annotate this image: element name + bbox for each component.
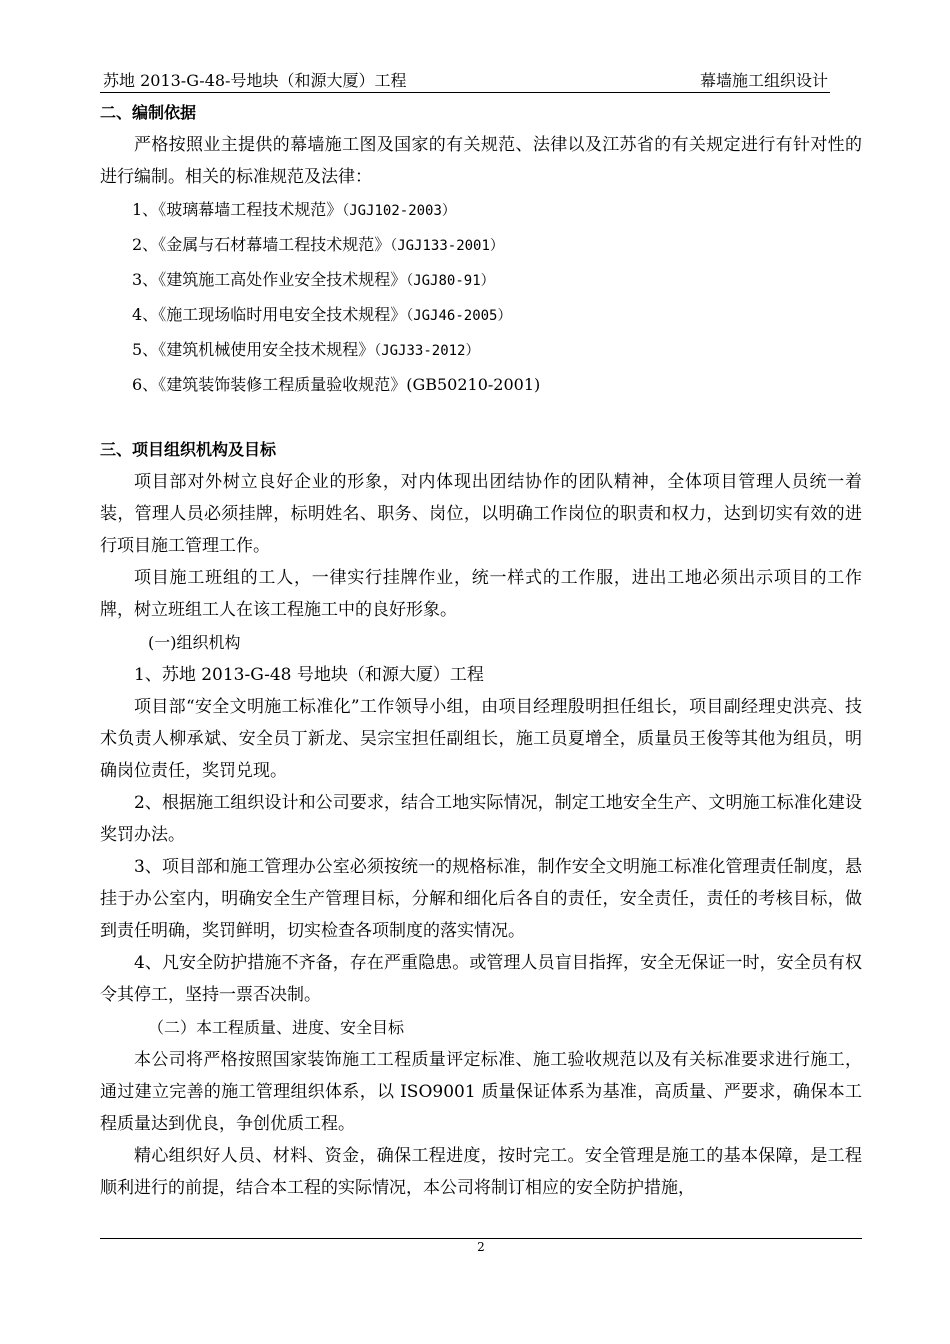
header-rule [100, 92, 830, 93]
paragraph: 精心组织好人员、材料、资金，确保工程进度，按时完工。安全管理是施工的基本保障，是工程顺利进行的前提，结合本工程的实际情况，本公司将制订相应的安全防护措施， [100, 1146, 862, 1198]
paragraph: 1、苏地 2013-G-48 号地块（和源大厦）工程 [134, 665, 484, 685]
section-heading-basis: 二、编制依据 [100, 103, 197, 122]
page-number: 2 [477, 1240, 485, 1254]
paragraph: 项目施工班组的工人，一律实行挂牌作业，统一样式的工作服，进出工地必须出示项目的工作牌，树立班组工人在该工程施工中的良好形象。 [100, 568, 862, 620]
list-item: 2、《金属与石材幕墙工程技术规范》（JGJ133-2001） [132, 235, 504, 254]
spacer [100, 401, 862, 433]
paragraph: 2、根据施工组织设计和公司要求，结合工地实际情况，制定工地安全生产、文明施工标准化建设奖罚办法。 [100, 793, 862, 845]
subsection-heading: （二）本工程质量、进度、安全目标 [148, 1018, 405, 1037]
paragraph: 严格按照业主提供的幕墙施工图及国家的有关规范、法律以及江苏省的有关规定进行有针对性的进行编制。相关的标准规范及法律： [100, 135, 862, 187]
paragraph: 本公司将严格按照国家装饰施工工程质量评定标准、施工验收规范以及有关标准要求进行施工，通过建立完善的施工管理组织体系，以 ISO9001 质量保证体系为基准，高质量、严要求，确保本工程质量达到优良，争创优质工程。 [100, 1050, 862, 1134]
document-body [100, 96, 862, 1204]
section-heading-organization: 三、项目组织机构及目标 [100, 440, 277, 459]
paragraph: 4、凡安全防护措施不齐备，存在严重隐患。或管理人员盲目指挥，安全无保证一时，安全员有权令其停工，坚持一票否决制。 [100, 953, 862, 1005]
header-project-name: 苏地 2013-G-48-号地块（和源大厦）工程 [103, 71, 407, 90]
footer-rule [100, 1238, 862, 1239]
paragraph: 项目部对外树立良好企业的形象，对内体现出团结协作的团队精神，全体项目管理人员统一着装，管理人员必须挂牌，标明姓名、职务、岗位，以明确工作岗位的职责和权力，达到切实有效的进行项目施工管理工作。 [100, 472, 862, 556]
subsection-heading: (一)组织机构 [148, 633, 241, 652]
header-doc-title: 幕墙施工组织设计 [699, 71, 828, 90]
paragraph: 3、项目部和施工管理办公室必须按统一的规格标准，制作安全文明施工标准化管理责任制度，悬挂于办公室内，明确安全生产管理目标，分解和细化后各自的责任，安全责任，责任的考核目标，做到责任明确，奖罚鲜明，切实检查各项制度的落实情况。 [100, 857, 862, 941]
list-item: 6、《建筑装饰装修工程质量验收规范》(GB50210-2001) [132, 375, 541, 394]
list-item: 1、《玻璃幕墙工程技术规范》（JGJ102-2003） [132, 200, 456, 219]
list-item: 3、《建筑施工高处作业安全技术规程》（JGJ80-91） [132, 270, 495, 289]
paragraph: 项目部“安全文明施工标准化”工作领导小组，由项目经理殷明担任组长，项目副经理史洪亮、技术负责人柳承斌、安全员丁新龙、吴宗宝担任副组长，施工员夏增全，质量员王俊等其他为组员，明确岗位责任，奖罚兑现。 [100, 697, 862, 781]
list-item: 4、《施工现场临时用电安全技术规程》（JGJ46-2005） [132, 305, 512, 324]
list-item: 5、《建筑机械使用安全技术规程》（JGJ33-2012） [132, 340, 480, 359]
